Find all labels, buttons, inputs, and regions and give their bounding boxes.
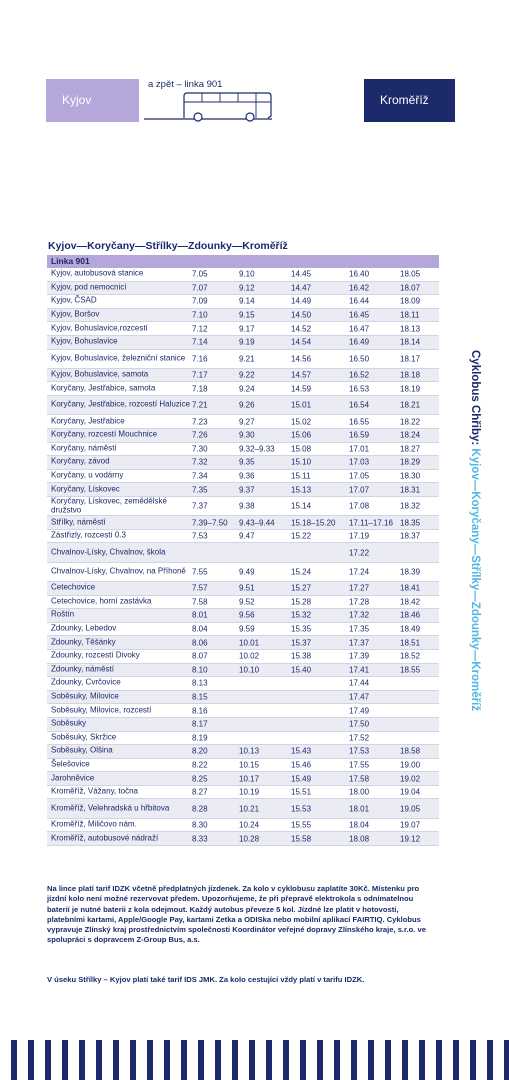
departure-time: 7.07 [192,283,208,293]
departure-time: 7.53 [192,531,208,541]
table-row [47,623,439,637]
departure-time: 10.19 [239,787,260,797]
departure-time: 17.08 [349,501,370,511]
table-row [47,282,439,296]
table-row [47,786,439,800]
departure-time: 19.05 [400,804,421,814]
stop-name: Koryčany, rozcestí Mouchnice [51,429,158,439]
departure-time: 9.19 [239,337,255,347]
departure-time: 18.32 [400,501,421,511]
departure-time: 15.35 [291,624,312,634]
departure-time: 10.10 [239,665,260,675]
departure-time: 18.08 [349,834,370,844]
departure-time: 18.51 [400,638,421,648]
stop-name: Soběsuky, Olšina [51,746,113,756]
departure-time: 18.52 [400,651,421,661]
departure-time: 9.38 [239,501,255,511]
table-row [47,456,439,470]
departure-time: 15.37 [291,638,312,648]
departure-time: 7.32 [192,457,208,467]
stop-name: Kyjov, Boršov [51,309,100,319]
tariff-note: Na lince platí tarif IDZK včetně předplatných jízdenek. Za kolo v cyklobusu zaplatíte 30Kč. Místenku pro jízdní kolo není možné rezervovat předem. Upozorňujeme, že při přepravě elektrokola s odnímatelnou baterií je nutné baterii z kola odejmout. Každý autobus převeze 5 kol. Jízdné lze platit v hotovosti, platebními kartami, Apple/Google Pay, kartami Zetka a ODISka nebo mobilní aplikací FAIRTIQ. Cyklobus vypravuje Zlínský kraj prostřednictvím společnosti Koordinátor veřejné dopravy Zlínského kraje, s.r.o. ve spolupráci s dopravcem Z-Group Bus, a.s. [47,884,426,945]
departure-time: 7.12 [192,324,208,334]
stop-name: Koryčany, Lískovec [51,484,120,494]
departure-time: 18.46 [400,610,421,620]
departure-time: 17.47 [349,692,370,702]
table-row [47,483,439,497]
departure-time: 9.26 [239,400,255,410]
departure-time: 18.22 [400,417,421,427]
departure-time: 15.06 [291,430,312,440]
departure-time: 18.49 [400,624,421,634]
departure-time: 19.00 [400,760,421,770]
departure-time: 17.35 [349,624,370,634]
destination-label: Kroměříž [380,93,429,107]
departure-time: 16.59 [349,430,370,440]
stop-name: Zdounky, Těšánky [51,637,116,647]
table-row [47,268,439,282]
departure-time: 8.15 [192,692,208,702]
departure-time: 17.58 [349,774,370,784]
stop-name: Cetechovice, horní zastávka [51,596,152,606]
table-row [47,336,439,350]
departure-time: 9.22 [239,370,255,380]
stop-name: Soběsuky [51,718,87,728]
departure-time: 15.32 [291,610,312,620]
stop-name: Soběsuky, Skržice [51,732,117,742]
departure-time: 15.51 [291,787,312,797]
departure-time: 17.05 [349,471,370,481]
departure-time: 15.28 [291,597,312,607]
departure-time: 18.13 [400,324,421,334]
departure-time: 15.40 [291,665,312,675]
departure-time: 14.59 [291,384,312,394]
stop-name: Koryčany, Jestřabice, rozcestí Haluzice [51,399,191,409]
route-title: Kyjov—Koryčany—Střílky—Zdounky—Kroměříž [48,240,288,252]
stop-name: Kyjov, Bohuslavice, samota [51,369,149,379]
departure-time: 17.52 [349,733,370,743]
tariff-note-jmk: V úseku Střílky – Kyjov platí také tarif IDS JMK. Za kolo cestující vždy platí v tarifu IDZK. [47,975,365,984]
departure-time: 8.33 [192,834,208,844]
departure-time: 9.27 [239,417,255,427]
departure-time: 8.17 [192,719,208,729]
side-title [469,350,481,711]
departure-time: 17.03 [349,457,370,467]
stop-name: Kroměříž, Velehradská u hřbitova [51,803,170,813]
departure-time: 14.56 [291,354,312,364]
departure-time: 17.28 [349,597,370,607]
departure-time: 7.14 [192,337,208,347]
departure-time: 15.01 [291,400,312,410]
departure-time: 18.30 [400,471,421,481]
departure-time: 16.50 [349,354,370,364]
departure-time: 8.04 [192,624,208,634]
departure-time: 9.36 [239,471,255,481]
departure-time: 18.01 [349,804,370,814]
table-row [47,636,439,650]
departure-time: 8.25 [192,774,208,784]
stop-name: Kyjov, Bohuslavice, železniční stanice [51,353,186,363]
departure-time: 18.07 [400,283,421,293]
departure-time: 10.01 [239,638,260,648]
departure-time: 14.47 [291,283,312,293]
departure-time: 7.35 [192,485,208,495]
table-row [47,732,439,746]
stop-name: Soběsuky, Milovice [51,691,119,701]
departure-time: 7.09 [192,296,208,306]
table-row [47,382,439,396]
line-header: Linka 901 [47,255,439,268]
departure-time: 16.44 [349,296,370,306]
departure-time: 9.12 [239,283,255,293]
departure-time: 18.19 [400,384,421,394]
table-row [47,443,439,457]
departure-time: 15.22 [291,531,312,541]
departure-time: 17.11–17.16 [349,518,393,527]
table-row [47,322,439,336]
table-row [47,832,439,846]
stop-name: Cetechovice [51,582,96,592]
table-row [47,350,439,369]
departure-time: 19.07 [400,820,421,830]
departure-time: 9.52 [239,597,255,607]
table-row [47,596,439,610]
departure-time: 9.15 [239,310,255,320]
departure-time: 15.55 [291,820,312,830]
departure-time: 7.58 [192,597,208,607]
departure-time: 16.49 [349,337,370,347]
departure-time: 17.44 [349,678,370,688]
table-row [47,799,439,818]
timetable [47,255,439,846]
departure-time: 8.19 [192,733,208,743]
departure-time: 8.28 [192,804,208,814]
table-row [47,704,439,718]
departure-time: 9.21 [239,354,255,364]
stop-name: Kroměříž, autobusové nádraží [51,833,159,843]
table-row [47,650,439,664]
departure-time: 15.14 [291,501,312,511]
departure-time: 18.05 [400,269,421,279]
table-row [47,309,439,323]
departure-time: 7.57 [192,583,208,593]
departure-time: 14.54 [291,337,312,347]
stop-name: Koryčany, Jestřabice, samota [51,383,156,393]
departure-time: 8.13 [192,678,208,688]
departure-time: 7.16 [192,354,208,364]
table-row [47,470,439,484]
departure-time: 18.04 [349,820,370,830]
table-row [47,664,439,678]
departure-time: 7.17 [192,370,208,380]
departure-time: 16.52 [349,370,370,380]
destination-box [364,79,455,122]
stop-name: Jarohněvice [51,773,95,783]
departure-time: 9.30 [239,430,255,440]
departure-time: 19.02 [400,774,421,784]
departure-time: 8.22 [192,760,208,770]
departure-time: 14.50 [291,310,312,320]
departure-time: 9.14 [239,296,255,306]
departure-time: 15.08 [291,444,312,454]
table-row [47,563,439,582]
departure-time: 19.12 [400,834,421,844]
departure-time: 10.21 [239,804,260,814]
departure-time: 18.58 [400,746,421,756]
table-row [47,609,439,623]
decorative-stripes [0,1040,509,1080]
departure-time: 10.02 [239,651,260,661]
stop-name: Kroměříž, Miličovo nám. [51,819,137,829]
side-title-brand: Cyklobus Chřiby: [469,350,481,449]
origin-label: Kyjov [62,93,92,107]
departure-time: 18.41 [400,583,421,593]
stop-name: Zdounky, Lebedov [51,623,117,633]
stop-name: Zástřizly, rozcestí 0.3 [51,530,126,540]
departure-time: 17.27 [349,583,370,593]
departure-time: 16.45 [349,310,370,320]
departure-time: 19.04 [400,787,421,797]
departure-time: 17.07 [349,485,370,495]
departure-time: 9.49 [239,567,255,577]
departure-time: 8.10 [192,665,208,675]
departure-time: 9.59 [239,624,255,634]
side-title-route: Kyjov—Koryčany—Střílky—Zdounky—Kroměříž [469,448,481,712]
departure-time: 7.34 [192,471,208,481]
stop-name: Roštín [51,610,75,620]
departure-time: 18.11 [400,310,420,320]
route-label: a zpět – linka 901 [148,79,223,90]
stop-name: Střílky, náměstí [51,517,106,527]
departure-time: 16.47 [349,324,370,334]
departure-time: 17.32 [349,610,370,620]
table-row [47,677,439,691]
table-row [47,530,439,544]
departure-time: 18.18 [400,370,421,380]
departure-time: 10.17 [239,774,260,784]
stop-name: Koryčany, závod [51,457,110,467]
departure-time: 18.21 [400,400,421,410]
departure-time: 18.37 [400,531,421,541]
departure-time: 18.55 [400,665,421,675]
departure-time: 7.26 [192,430,208,440]
table-row [47,718,439,732]
table-row [47,691,439,705]
table-row [47,415,439,429]
departure-time: 17.41 [349,665,370,675]
departure-time: 9.32–9.33 [239,444,275,454]
stop-name: Chvalnov-Lísky, Chvalnov, škola [51,547,166,557]
departure-time: 7.18 [192,384,208,394]
departure-time: 18.35 [400,518,421,527]
table-row [47,543,439,562]
departure-time: 7.39–7.50 [192,518,228,527]
stop-name: Koryčany, u vodárny [51,470,124,480]
stop-name: Koryčany, Lískovec, zemědělské družstvo [51,496,167,515]
departure-time: 8.16 [192,706,208,716]
stop-name: Koryčany, Jestřabice [51,416,125,426]
table-row [47,429,439,443]
departure-time: 14.45 [291,269,312,279]
departure-time: 7.30 [192,444,208,454]
departure-time: 17.22 [349,548,370,558]
departure-time: 15.43 [291,746,312,756]
departure-time: 9.10 [239,269,255,279]
departure-time: 17.24 [349,567,370,577]
stop-name: Kyjov, ČSAD [51,296,97,306]
stop-name: Kyjov, Bohuslavice,rozcestí [51,323,148,333]
departure-time: 15.27 [291,583,312,593]
departure-time: 7.05 [192,269,208,279]
departure-time: 9.51 [239,583,255,593]
departure-time: 7.55 [192,567,208,577]
departure-time: 15.53 [291,804,312,814]
stop-name: Zdounky, rozcestí Divoky [51,650,140,660]
departure-time: 15.58 [291,834,312,844]
departure-time: 7.10 [192,310,208,320]
departure-time: 8.01 [192,610,208,620]
departure-time: 7.21 [192,400,208,410]
departure-time: 10.13 [239,746,260,756]
stop-name: Kyjov, Bohuslavice [51,336,118,346]
table-row [47,396,439,415]
departure-time: 17.49 [349,706,370,716]
departure-time: 8.30 [192,820,208,830]
departure-time: 8.06 [192,638,208,648]
stop-name: Zdounky, Cvrčovice [51,678,121,688]
departure-time: 15.46 [291,760,312,770]
table-row [47,497,439,516]
stop-name: Chvalnov-Lísky, Chvalnov, na Příhoně [51,566,186,576]
table-row [47,295,439,309]
departure-time: 9.17 [239,324,255,334]
departure-time: 18.14 [400,337,421,347]
table-row [47,745,439,759]
table-row [47,369,439,383]
departure-time: 9.47 [239,531,255,541]
departure-time: 18.00 [349,787,370,797]
departure-time: 7.23 [192,417,208,427]
departure-time: 7.37 [192,501,208,511]
departure-time: 18.17 [400,354,421,364]
stop-name: Kroměříž, Vážany, točna [51,786,138,796]
departure-time: 17.50 [349,719,370,729]
departure-time: 14.52 [291,324,312,334]
departure-time: 16.53 [349,384,370,394]
table-row [47,516,439,530]
departure-time: 9.56 [239,610,255,620]
departure-time: 16.55 [349,417,370,427]
departure-time: 8.27 [192,787,208,797]
table-row [47,759,439,773]
stop-name: Kyjov, pod nemocnicí [51,282,127,292]
departure-time: 14.57 [291,370,312,380]
departure-time: 15.02 [291,417,312,427]
bus-icon [144,88,272,122]
departure-time: 15.18–15.20 [291,518,336,527]
departure-time: 10.28 [239,834,260,844]
departure-time: 10.24 [239,820,260,830]
departure-time: 18.09 [400,296,421,306]
departure-time: 18.42 [400,597,421,607]
departure-time: 9.24 [239,384,255,394]
stop-name: Soběsuky, Milovice, rozcestí [51,705,152,715]
departure-time: 16.42 [349,283,370,293]
departure-time: 17.53 [349,746,370,756]
departure-time: 15.38 [291,651,312,661]
departure-time: 18.29 [400,457,421,467]
departure-time: 18.27 [400,444,421,454]
departure-time: 15.49 [291,774,312,784]
departure-time: 15.13 [291,485,312,495]
timetable-rows [47,268,439,846]
departure-time: 17.19 [349,531,370,541]
stop-name: Zdounky, náměstí [51,664,114,674]
departure-time: 17.39 [349,651,370,661]
table-row [47,819,439,833]
stop-name: Kyjov, autobusová stanice [51,269,144,278]
departure-time: 8.07 [192,651,208,661]
departure-time: 16.40 [349,269,370,279]
departure-time: 17.01 [349,444,370,454]
departure-time: 18.39 [400,567,421,577]
departure-time: 9.35 [239,457,255,467]
table-row [47,582,439,596]
table-row [47,772,439,786]
departure-time: 15.24 [291,567,312,577]
departure-time: 15.11 [291,471,311,481]
departure-time: 14.49 [291,296,312,306]
departure-time: 9.43–9.44 [239,518,275,527]
departure-time: 17.37 [349,638,370,648]
departure-time: 18.24 [400,430,421,440]
departure-time: 10.15 [239,760,260,770]
departure-time: 17.55 [349,760,370,770]
stop-name: Šelešovice [51,759,90,769]
departure-time: 16.54 [349,400,370,410]
departure-time: 18.31 [400,485,421,495]
departure-time: 15.10 [291,457,312,467]
departure-time: 9.37 [239,485,255,495]
stop-name: Koryčany, náměstí [51,443,117,453]
origin-box [46,79,139,122]
departure-time: 8.20 [192,746,208,756]
